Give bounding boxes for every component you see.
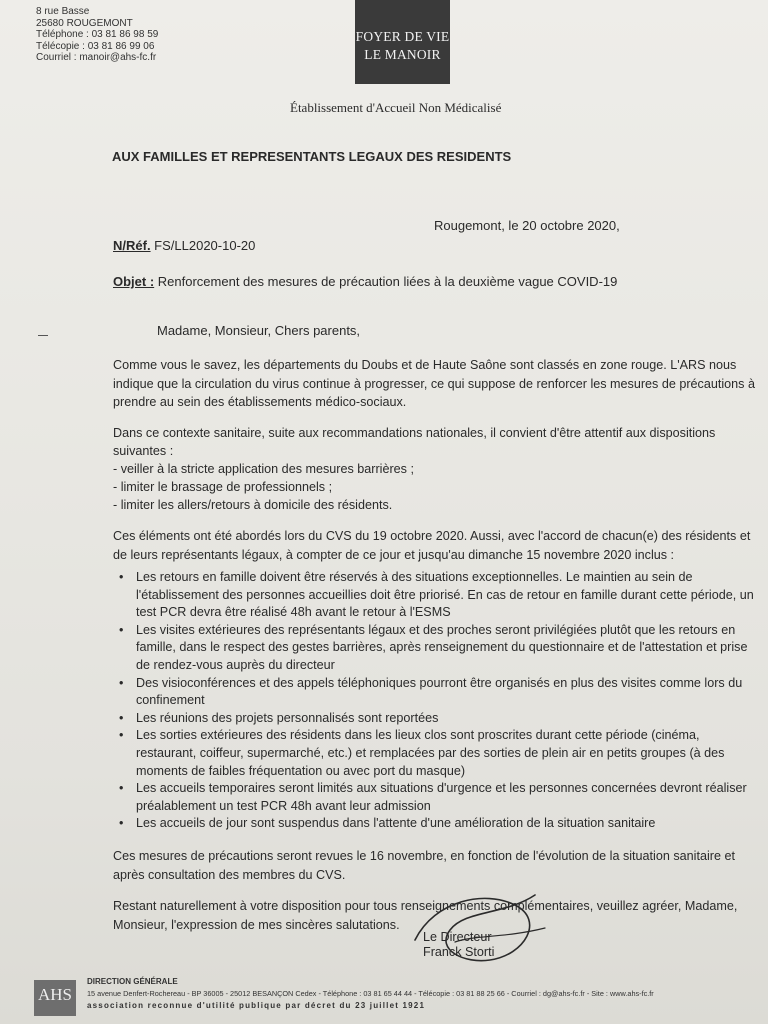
paragraph-line: suivantes : [113,444,174,458]
list-item [113,622,754,675]
list-item [113,569,754,622]
subject-value: Renforcement des mesures de précaution liées à la deuxième vague COVID-19 [154,274,618,289]
bullet-dot: • [119,728,124,743]
sender-email: Courriel : manoir@ahs-fc.fr [36,52,157,63]
list-item-line: Les visites extérieures des représentants légaux et des proches seront privilégiées plutôt que les retours en [136,622,736,637]
paragraph-line: Restant naturellement à votre disposition pour tous renseignements complémentaires, veuillez agréer, Madame, [113,899,738,913]
list-item-line: Les accueils temporaires seront limités aux situations d'urgence et les personnes concernées devront réaliser [136,781,747,796]
reference-label: N/Réf. [113,238,151,253]
list-item-line: Les sorties extérieures des résidents dans les lieux clos sont proscrites durant cette période (cinéma, [136,728,700,743]
list-item-line: Les retours en famille doivent être réservés à des situations exceptionnelles. Le maintien au sein de [136,570,693,584]
bullet-dot: • [119,816,124,831]
reference-line [113,238,255,253]
signatory-name: Franck Storti [423,945,495,959]
paragraph-line: Comme vous le savez, les départements du Doubs et de Haute Saône sont classés en zone rouge. L'ARS nous [113,358,737,372]
paragraph-line: - limiter les allers/retours à domicile des résidents. [113,498,393,512]
foyer-logo [355,0,450,84]
subject-line [113,274,617,289]
list-item [113,710,754,728]
list-item-line: moments de faibles fréquentation ou avec port du masque) [136,763,466,778]
list-item-line: famille, dans le respect des gestes barrières, après renseignement du questionnaire et de l'attestation et prise [136,640,748,655]
list-item-line: test PCR devra être réalisé 48h avant le retour à l'ESMS [136,605,451,620]
list-item-line: Les réunions des projets personnalisés sont reportées [136,710,439,725]
paragraph-line: Dans ce contexte sanitaire, suite aux recommandations nationales, il convient d'être attentif aux dispositions [113,426,716,440]
list-item-line: restaurant, coiffeur, supermarché, etc.) et remplacées par des sorties de plein air en petits groupes (à des [136,745,725,760]
paragraph-line: indique que la circulation du virus continue à progresser, ce qui suppose de renforcer les mesures de précautions à [113,376,755,391]
paragraph-measures [113,424,715,514]
paragraph-line: Ces mesures de précautions seront revues le 16 novembre, en fonction de l'évolution de la situation sanitaire et [113,849,735,863]
paragraph-line: de leurs représentants légaux, à compter de ce jour et jusqu'au dimanche 15 novembre 2020 inclus : [113,547,675,562]
list-item-line: de rendez-vous auprès du directeur [136,657,335,672]
list-item-line: l'établissement des personnes accueillies doit être priorisé. En cas de retour en famille durant cette période, un [136,587,754,602]
paragraph-line: - veiller à la stricte application des mesures barrières ; [113,462,414,476]
bullet-dot: • [119,675,124,690]
salutation: Madame, Monsieur, Chers parents, [157,323,361,338]
bullet-dot: • [119,570,124,584]
list-item [113,780,754,815]
signature-block [423,930,494,960]
sender-city: 25680 ROUGEMONT [36,17,133,29]
bullet-dot: • [119,622,124,637]
footer-association: association reconnue d'utilité publique par décret du 23 juillet 1921 [87,1001,426,1010]
handwritten-signature [395,880,555,975]
paragraph-line: prendre au sein des établissements médico-sociaux. [113,395,407,409]
list-item-line: Les accueils de jour sont suspendus dans l'attente d'une amélioration de la situation sanitaire [136,816,656,831]
sender-phone: Téléphone : 03 81 86 98 59 [36,29,159,40]
list-item-line: Des visioconférences et des appels téléphoniques pourront être organisés en plus des visites comme lors du [136,675,743,690]
measures-list [113,569,754,833]
bullet-dot: • [119,781,124,796]
ahs-logo: AHS [34,980,76,1016]
reference-value: FS/LL2020-10-20 [150,238,256,253]
logo-line-1: FOYER DE VIE [355,29,450,44]
logo-line-2: LE MANOIR [364,47,441,62]
paragraph-cvs [113,527,750,564]
fold-mark [38,335,48,336]
list-item [113,815,754,833]
paragraph-review [113,847,735,884]
list-item [113,675,754,710]
list-item [113,727,754,780]
footer-title: DIRECTION GÉNÉRALE [87,977,178,986]
list-item-line: préalablement un test PCR 48h avant leur admission [136,798,431,813]
recipients-heading: AUX FAMILLES ET REPRESENTANTS LEGAUX DES RESIDENTS [112,149,512,164]
paragraph-line: après consultation des membres du CVS. [113,867,346,882]
paragraph-context [113,356,755,412]
establishment-tagline: Établissement d'Accueil Non Médicalisé [290,100,502,115]
bullet-dot: • [119,710,124,725]
footer-address: 15 avenue Denfert-Rochereau - BP 36005 - 25012 BESANÇON Cedex - Téléphone : 03 81 65 44 44 - Télécopie : 03 81 88 25 66 - Courriel : dg@ahs-fc.fr - Site : www.ahs-fc.fr [87,989,654,998]
place-date: Rougemont, le 20 octobre 2020, [434,218,620,233]
subject-label: Objet : [113,274,155,289]
sender-fax: Télécopie : 03 81 86 99 06 [36,40,155,52]
paragraph-line: Ces éléments ont été abordés lors du CVS du 19 octobre 2020. Aussi, avec l'accord de chacun(e) des résidents et [113,529,751,543]
list-item-line: confinement [136,693,205,708]
sender-address-block [36,6,158,64]
paragraph-line: Monsieur, l'expression de mes sincères salutations. [113,917,400,932]
paragraph-line: - limiter le brassage de professionnels ; [113,480,333,494]
sender-street: 8 rue Basse [36,6,90,17]
signatory-title: Le Directeur [423,930,492,944]
